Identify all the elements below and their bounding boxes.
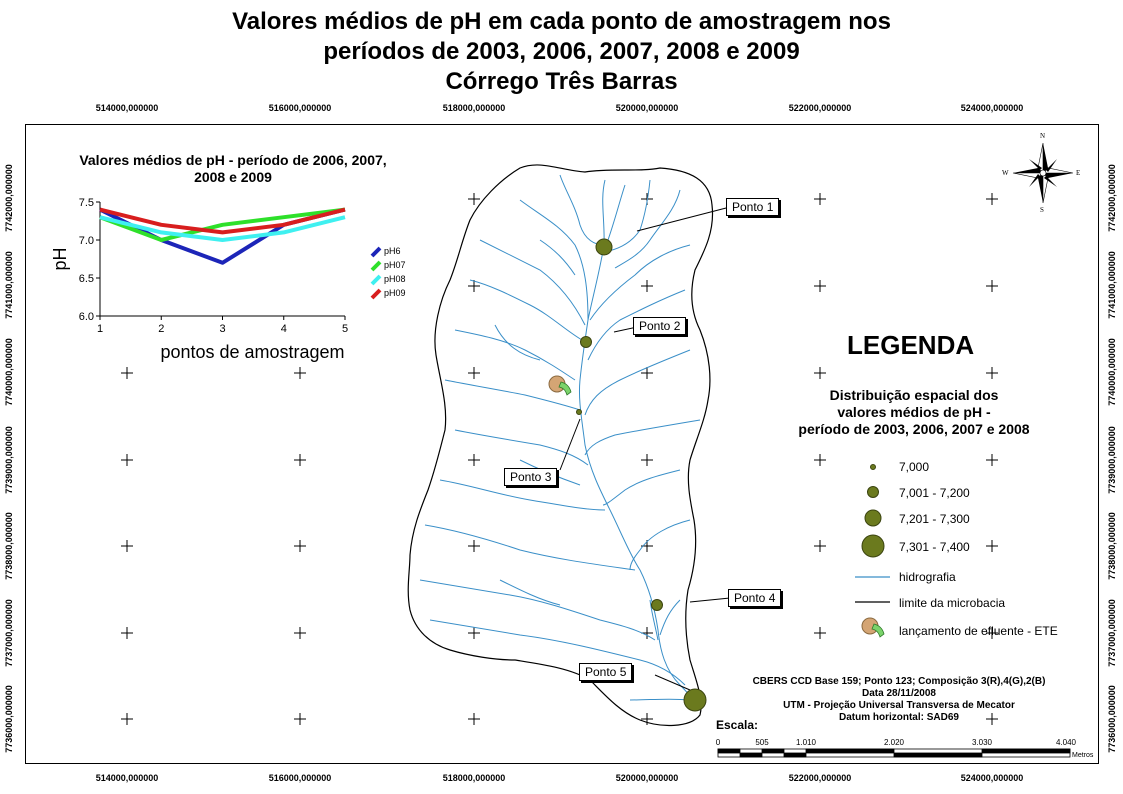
sample-point-3: [577, 410, 582, 415]
legend-subtitle-1: Distribuição espacial dos: [829, 387, 999, 403]
coord-top-1: 514000,000000: [95, 103, 159, 113]
coord-right-4: 7739000,000000: [1106, 426, 1117, 494]
coord-bottom-5: 522000,000000: [788, 773, 852, 783]
coord-right-1: 7742000,000000: [1106, 164, 1117, 232]
legend-label-ph6: pH6: [384, 246, 401, 256]
scale-tick-1010: 1.010: [795, 738, 817, 747]
north-arrow-icon: [1013, 143, 1073, 203]
point-label-2: Ponto 2: [633, 317, 686, 335]
legend-subtitle-2: valores médios de pH -: [837, 404, 991, 420]
scale-tick-505: 505: [755, 738, 769, 747]
x-tick-label: 2: [158, 323, 165, 335]
legend-label-ph09: pH09: [384, 288, 406, 298]
coord-left-2: 7741000,000000: [3, 251, 14, 319]
coord-bottom-3: 518000,000000: [442, 773, 506, 783]
coord-right-6: 7737000,000000: [1106, 599, 1117, 667]
credit-line-1: CBERS CCD Base 159; Ponto 123; Composição 3(R),4(G),2(B): [752, 676, 1046, 687]
legend-item-ete: lançamento de efluente - ETE: [899, 624, 1058, 638]
scale-tick-3030: 3.030: [971, 738, 993, 747]
x-tick-label: 1: [96, 323, 104, 335]
y-tick-label: 6.0: [78, 311, 94, 323]
y-tick-label: 7.5: [78, 197, 94, 209]
map-title-line2: períodos de 2003, 2006, 2007, 2008 e 2009: [323, 38, 800, 65]
coord-top-6: 524000,000000: [960, 103, 1024, 113]
coord-top-3: 518000,000000: [442, 103, 506, 113]
sample-point-4: [652, 600, 663, 611]
compass-n: N: [1040, 132, 1046, 140]
coord-top-4: 520000,000000: [615, 103, 679, 113]
legend-swatch-ph09: [372, 290, 380, 298]
point-label-4: Ponto 4: [728, 589, 781, 607]
coord-bottom-6: 524000,000000: [960, 773, 1024, 783]
coord-left-6: 7737000,000000: [3, 599, 14, 667]
scale-tick-4040: 4.040: [1055, 738, 1077, 747]
point-label-3: Ponto 3: [504, 468, 557, 486]
sample-point-5: [684, 689, 706, 711]
legend-item-hidrografia: hidrografia: [899, 570, 956, 584]
y-axis-label: pH: [50, 247, 70, 271]
x-axis-label: pontos de amostragem: [160, 342, 345, 362]
legend-item-7001: 7,001 - 7,200: [899, 486, 970, 500]
legend-symbol-7001: [868, 487, 879, 498]
compass-e: E: [1076, 169, 1081, 177]
map-title-line3: Córrego Três Barras: [445, 68, 678, 95]
scale-bar: [718, 749, 1070, 757]
hydrography: [420, 175, 700, 700]
coord-left-1: 7742000,000000: [3, 164, 14, 232]
x-tick-label: 5: [341, 323, 349, 335]
legend-item-limite: limite da microbacia: [899, 596, 1006, 610]
y-tick-label: 7.0: [78, 235, 94, 247]
legend-item-7201: 7,201 - 7,300: [899, 512, 970, 526]
legend-swatch-ph08: [372, 276, 380, 284]
legend-symbols: [855, 465, 890, 638]
map-title-line1: Valores médios de pH em cada ponto de amostragem nos: [232, 8, 891, 35]
legend-title: LEGENDA: [847, 330, 975, 360]
scale-unit: Metros: [1072, 752, 1094, 759]
sample-point-2: [581, 337, 592, 348]
legend-symbol-ete: [862, 618, 884, 637]
legend-symbol-7301: [862, 535, 884, 557]
legend-item-7301: 7,301 - 7,400: [899, 540, 970, 554]
coord-right-3: 7740000,000000: [1106, 338, 1117, 406]
effluent-icon: [549, 376, 571, 395]
scale-title: Escala:: [716, 718, 759, 732]
point-label-1: Ponto 1: [726, 198, 779, 216]
chart-title: Valores médios de pH - período de 2006, 2007, 2008 e 2009: [79, 152, 387, 185]
credit-line-3: UTM - Projeção Universal Transversa de Mecator: [783, 700, 1015, 711]
coord-top-2: 516000,000000: [268, 103, 332, 113]
ph-line-chart: [30, 190, 430, 430]
coord-left-4: 7739000,000000: [3, 426, 14, 494]
legend-swatch-ph6: [372, 248, 380, 256]
compass-s: S: [1040, 206, 1044, 214]
x-tick-label: 4: [280, 323, 287, 335]
coord-top-5: 522000,000000: [788, 103, 852, 113]
x-tick-label: 3: [219, 323, 226, 335]
legend-swatch-ph07: [372, 262, 380, 270]
scale-tick-0: 0: [715, 738, 721, 747]
compass-w: W: [1002, 169, 1009, 177]
legend-label-ph07: pH07: [384, 260, 406, 270]
credit-line-4: Datum horizontal: SAD69: [838, 712, 959, 723]
coord-bottom-2: 516000,000000: [268, 773, 332, 783]
coord-bottom-4: 520000,000000: [615, 773, 679, 783]
credit-line-2: Data 28/11/2008: [862, 688, 936, 699]
scale-tick-2020: 2.020: [883, 738, 905, 747]
legend-symbol-7000: [871, 465, 876, 470]
legend-symbol-7201: [865, 510, 881, 526]
coord-right-5: 7738000,000000: [1106, 512, 1117, 580]
legend-label-ph08: pH08: [384, 274, 406, 284]
legend-item-7000: 7,000: [899, 460, 930, 474]
point-label-5: Ponto 5: [579, 663, 632, 681]
sample-point-1: [596, 239, 612, 255]
y-tick-label: 6.5: [78, 273, 94, 285]
coord-bottom-1: 514000,000000: [95, 773, 159, 783]
coord-left-3: 7740000,000000: [3, 338, 14, 406]
coord-left-7: 7736000,000000: [3, 685, 14, 753]
legend-subtitle-3: período de 2003, 2006, 2007 e 2008: [798, 421, 1030, 437]
coord-right-7: 7736000,000000: [1106, 685, 1117, 753]
coord-right-2: 7741000,000000: [1106, 251, 1117, 319]
coord-left-5: 7738000,000000: [3, 512, 14, 580]
